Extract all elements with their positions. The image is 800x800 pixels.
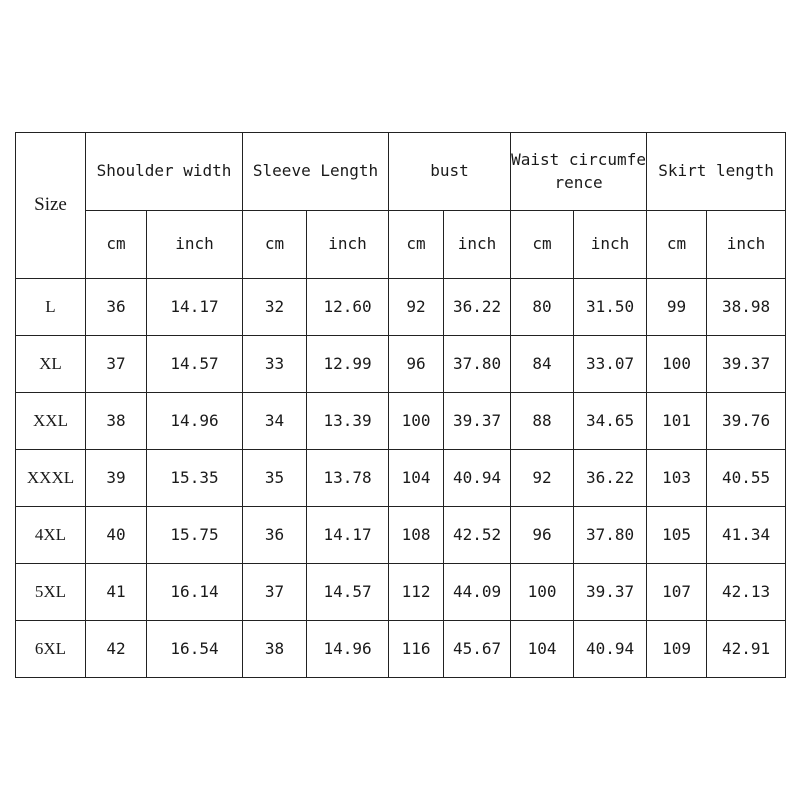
table-cell: 31.50 — [574, 279, 647, 336]
header-skirt-length: Skirt length — [647, 133, 786, 211]
unit-header: cm — [647, 211, 707, 279]
table-row — [16, 450, 786, 507]
table-cell: 39.37 — [574, 564, 647, 621]
table-row — [16, 393, 786, 450]
unit-header: cm — [243, 211, 307, 279]
table-cell: 14.17 — [307, 507, 389, 564]
table-cell: 33 — [243, 336, 307, 393]
table-cell: 34.65 — [574, 393, 647, 450]
table-cell: 92 — [389, 279, 444, 336]
table-cell: 39.37 — [444, 393, 511, 450]
table-cell: 112 — [389, 564, 444, 621]
table-cell: 38 — [243, 621, 307, 678]
unit-header: inch — [307, 211, 389, 279]
table-cell: 12.99 — [307, 336, 389, 393]
table-cell: 104 — [511, 621, 574, 678]
table-cell: 13.78 — [307, 450, 389, 507]
table-cell: 37.80 — [574, 507, 647, 564]
size-label: XL — [16, 336, 86, 393]
table-cell: 13.39 — [307, 393, 389, 450]
table-cell: 116 — [389, 621, 444, 678]
table-cell: 96 — [389, 336, 444, 393]
table-cell: 100 — [389, 393, 444, 450]
table-cell: 39 — [86, 450, 147, 507]
unit-header: inch — [444, 211, 511, 279]
table-cell: 36 — [243, 507, 307, 564]
table-cell: 37 — [86, 336, 147, 393]
table-body — [16, 279, 786, 678]
table-cell: 84 — [511, 336, 574, 393]
size-label: XXL — [16, 393, 86, 450]
table-cell: 14.57 — [147, 336, 243, 393]
table-cell: 38.98 — [707, 279, 786, 336]
table-cell: 42.91 — [707, 621, 786, 678]
table-cell: 45.67 — [444, 621, 511, 678]
header-row-units — [16, 211, 786, 279]
size-chart-table — [15, 132, 786, 678]
table-cell: 41 — [86, 564, 147, 621]
table-cell: 100 — [647, 336, 707, 393]
table-cell: 32 — [243, 279, 307, 336]
table-cell: 35 — [243, 450, 307, 507]
table-cell: 38 — [86, 393, 147, 450]
table-row — [16, 507, 786, 564]
table-cell: 100 — [511, 564, 574, 621]
table-cell: 40.94 — [444, 450, 511, 507]
unit-header: inch — [707, 211, 786, 279]
header-sleeve-length: Sleeve Length — [243, 133, 389, 211]
header-shoulder-width: Shoulder width — [86, 133, 243, 211]
table-cell: 39.76 — [707, 393, 786, 450]
unit-header: inch — [574, 211, 647, 279]
table-cell: 16.14 — [147, 564, 243, 621]
table-cell: 104 — [389, 450, 444, 507]
table-cell: 109 — [647, 621, 707, 678]
size-label: XXXL — [16, 450, 86, 507]
unit-header: cm — [389, 211, 444, 279]
table-cell: 101 — [647, 393, 707, 450]
table-cell: 33.07 — [574, 336, 647, 393]
table-cell: 108 — [389, 507, 444, 564]
table-cell: 107 — [647, 564, 707, 621]
table-cell: 14.17 — [147, 279, 243, 336]
size-label: 5XL — [16, 564, 86, 621]
table-row — [16, 564, 786, 621]
table-cell: 88 — [511, 393, 574, 450]
size-label: 4XL — [16, 507, 86, 564]
table-cell: 15.35 — [147, 450, 243, 507]
header-row-groups — [16, 133, 786, 211]
size-label: 6XL — [16, 621, 86, 678]
header-bust: bust — [389, 133, 511, 211]
table-cell: 96 — [511, 507, 574, 564]
table-cell: 34 — [243, 393, 307, 450]
table-cell: 42.13 — [707, 564, 786, 621]
header-waist-circumference: Waist circumference — [511, 133, 647, 211]
table-row — [16, 621, 786, 678]
table-cell: 44.09 — [444, 564, 511, 621]
table-cell: 105 — [647, 507, 707, 564]
table-cell: 40.55 — [707, 450, 786, 507]
size-label: L — [16, 279, 86, 336]
table-cell: 42.52 — [444, 507, 511, 564]
table-cell: 36 — [86, 279, 147, 336]
unit-header: cm — [86, 211, 147, 279]
table-cell: 99 — [647, 279, 707, 336]
size-header: Size — [16, 133, 86, 279]
table-cell: 40 — [86, 507, 147, 564]
table-cell: 36.22 — [574, 450, 647, 507]
table-cell: 39.37 — [707, 336, 786, 393]
unit-header: inch — [147, 211, 243, 279]
table-cell: 103 — [647, 450, 707, 507]
table-cell: 37 — [243, 564, 307, 621]
unit-header: cm — [511, 211, 574, 279]
table-cell: 80 — [511, 279, 574, 336]
table-row — [16, 336, 786, 393]
table-cell: 14.57 — [307, 564, 389, 621]
table-cell: 41.34 — [707, 507, 786, 564]
table-cell: 14.96 — [307, 621, 389, 678]
table-cell: 16.54 — [147, 621, 243, 678]
table-row — [16, 279, 786, 336]
table-cell: 14.96 — [147, 393, 243, 450]
table-cell: 40.94 — [574, 621, 647, 678]
table-cell: 92 — [511, 450, 574, 507]
table-cell: 15.75 — [147, 507, 243, 564]
table-cell: 37.80 — [444, 336, 511, 393]
table-cell: 42 — [86, 621, 147, 678]
table-cell: 12.60 — [307, 279, 389, 336]
table-cell: 36.22 — [444, 279, 511, 336]
